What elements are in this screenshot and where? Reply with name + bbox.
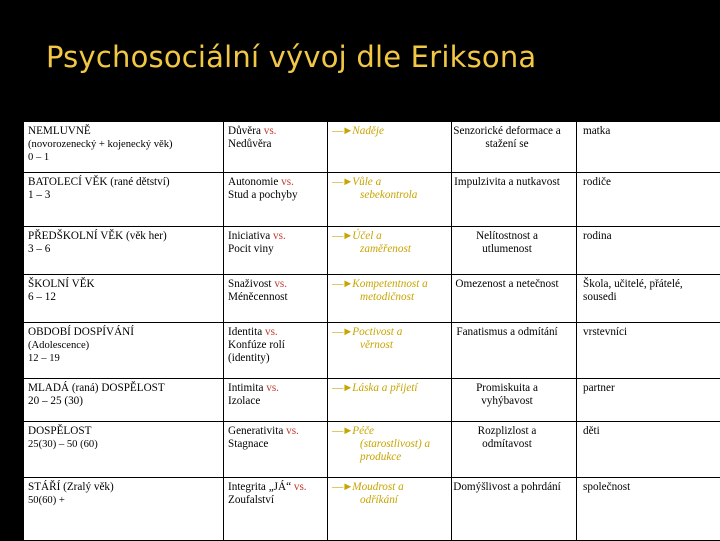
crisis-negative: Zoufalství: [228, 494, 274, 506]
crisis-cell: [224, 323, 328, 379]
vs-label: vs.: [273, 230, 286, 242]
table-row: [24, 227, 720, 275]
crisis-cell: [224, 227, 328, 275]
crisis-negative: Nedůvěra: [228, 138, 271, 150]
virtue-text: Poctivost a: [352, 326, 402, 338]
relations-text: vrstevníci: [583, 326, 627, 338]
relations-cell: [577, 173, 720, 227]
maladaptation-cell: [452, 122, 577, 173]
table-row: [24, 478, 720, 541]
virtue-text: Moudrost a: [352, 481, 404, 493]
maladaptation-cell: [452, 379, 577, 422]
virtue-text: Naděje: [352, 125, 384, 137]
crisis-positive: Identita: [228, 326, 262, 338]
virtue-text: Péče: [352, 425, 374, 437]
maladaptation-cell: [452, 422, 577, 478]
crisis-cell: [224, 379, 328, 422]
stage-age: 1 – 3: [28, 189, 219, 202]
table-row: [24, 122, 720, 173]
virtue-cell: [328, 323, 452, 379]
stage-age: 20 – 25 (30): [28, 395, 219, 408]
table-row: [24, 379, 720, 422]
vs-label: vs.: [286, 425, 299, 437]
relations-text: Škola, učitelé, přátelé, sousedi: [583, 278, 683, 303]
vs-label: vs.: [266, 382, 279, 394]
crisis-negative: Izolace: [228, 395, 260, 407]
relations-cell: [577, 379, 720, 422]
relations-text: rodina: [583, 230, 612, 242]
stage-note: (Adolescence): [28, 339, 219, 352]
stage-age: 6 – 12: [28, 291, 219, 304]
virtue-text-cont: zaměřenost: [332, 243, 447, 256]
maladaptation-cell: [452, 227, 577, 275]
maladaptation-cell: [452, 173, 577, 227]
table-row: [24, 173, 720, 227]
stage-age: 12 – 19: [28, 352, 219, 365]
relations-text: partner: [583, 382, 615, 394]
erikson-table-sheet: [23, 121, 720, 540]
arrow-icon: —►: [332, 176, 352, 188]
maladaptation-cell: [452, 478, 577, 541]
maladaptation-text: Promiskuita a vyhýbavost: [476, 382, 538, 407]
relations-cell: [577, 478, 720, 541]
relations-cell: [577, 323, 720, 379]
stage-cell: [24, 379, 224, 422]
maladaptation-text: Rozplizlost a odmítavost: [478, 425, 537, 450]
stage-cell: [24, 323, 224, 379]
stage-cell: [24, 173, 224, 227]
stage-name: MLADÁ (raná) DOSPĚLOST: [28, 382, 219, 395]
crisis-positive: Důvěra: [228, 125, 261, 137]
virtue-text-cont: odříkání: [332, 494, 447, 507]
maladaptation-text: Impulzivita a nutkavost: [454, 176, 560, 188]
maladaptation-cell: [452, 275, 577, 323]
stage-cell: [24, 122, 224, 173]
stage-cell: [24, 478, 224, 541]
crisis-negative: Konfúze rolí (identity): [228, 339, 285, 364]
arrow-icon: —►: [332, 125, 352, 137]
stage-name: BATOLECÍ VĚK (rané dětství): [28, 176, 219, 189]
crisis-negative: Stagnace: [228, 438, 268, 450]
virtue-text-cont: věrnost: [332, 339, 447, 352]
stage-age: 3 – 6: [28, 243, 219, 256]
crisis-negative: Pocit viny: [228, 243, 274, 255]
virtue-text-cont: (starostlivost) a: [332, 438, 447, 451]
crisis-cell: [224, 478, 328, 541]
virtue-cell: [328, 422, 452, 478]
stage-cell: [24, 422, 224, 478]
relations-cell: [577, 275, 720, 323]
virtue-text: Vůle a: [352, 176, 381, 188]
vs-label: vs.: [294, 481, 307, 493]
stage-age: 25(30) – 50 (60): [28, 438, 219, 451]
slide-title: Psychosociální vývoj dle Eriksona: [46, 40, 536, 74]
virtue-cell: [328, 478, 452, 541]
arrow-icon: —►: [332, 326, 352, 338]
crisis-negative: Stud a pochyby: [228, 189, 298, 201]
stage-note: (novorozenecký + kojenecký věk): [28, 138, 219, 151]
table-row: [24, 422, 720, 478]
maladaptation-text: Omezenost a netečnost: [455, 278, 558, 290]
crisis-cell: [224, 422, 328, 478]
virtue-text-cont: produkce: [332, 451, 447, 464]
table-row: [24, 323, 720, 379]
relations-text: matka: [583, 125, 610, 137]
crisis-positive: Snaživost: [228, 278, 272, 290]
virtue-text-cont: sebekontrola: [332, 189, 447, 202]
relations-text: společnost: [583, 481, 630, 493]
stage-name: ŠKOLNÍ VĚK: [28, 278, 219, 291]
erikson-table: [23, 121, 720, 541]
stage-cell: [24, 227, 224, 275]
virtue-cell: [328, 227, 452, 275]
virtue-text: Účel a: [352, 230, 382, 242]
arrow-icon: —►: [332, 481, 352, 493]
relations-text: děti: [583, 425, 600, 437]
stage-name: NEMLUVNĚ: [28, 125, 219, 138]
virtue-cell: [328, 173, 452, 227]
virtue-text-cont: metodičnost: [332, 291, 447, 304]
arrow-icon: —►: [332, 230, 352, 242]
table-row: [24, 275, 720, 323]
crisis-positive: Integrita „JÁ“: [228, 481, 291, 493]
crisis-positive: Intimita: [228, 382, 263, 394]
relations-cell: [577, 227, 720, 275]
crisis-positive: Generativita: [228, 425, 283, 437]
relations-cell: [577, 122, 720, 173]
stage-age: 0 – 1: [28, 151, 219, 164]
vs-label: vs.: [274, 278, 287, 290]
maladaptation-text: Senzorické deformace a stažení se: [453, 125, 560, 150]
virtue-text: Kompetentnost a: [352, 278, 428, 290]
stage-cell: [24, 275, 224, 323]
maladaptation-text: Domýšlivost a pohrdání: [453, 481, 561, 493]
stage-age: 50(60) +: [28, 494, 219, 507]
arrow-icon: —►: [332, 382, 352, 394]
virtue-cell: [328, 122, 452, 173]
crisis-cell: [224, 173, 328, 227]
stage-name: PŘEDŠKOLNÍ VĚK (věk her): [28, 230, 219, 243]
stage-name: DOSPĚLOST: [28, 425, 219, 438]
crisis-cell: [224, 122, 328, 173]
stage-name: OBDOBÍ DOSPÍVÁNÍ: [28, 326, 219, 339]
vs-label: vs.: [281, 176, 294, 188]
virtue-cell: [328, 275, 452, 323]
stage-name: STÁŘÍ (Zralý věk): [28, 481, 219, 494]
arrow-icon: —►: [332, 278, 352, 290]
virtue-text: Láska a přijetí: [352, 382, 417, 394]
relations-text: rodiče: [583, 176, 611, 188]
maladaptation-text: Fanatismus a odmítání: [456, 326, 557, 338]
crisis-negative: Méněcennost: [228, 291, 288, 303]
relations-cell: [577, 422, 720, 478]
virtue-cell: [328, 379, 452, 422]
maladaptation-cell: [452, 323, 577, 379]
maladaptation-text: Nelítostnost a utlumenost: [476, 230, 538, 255]
vs-label: vs.: [264, 125, 277, 137]
crisis-cell: [224, 275, 328, 323]
crisis-positive: Autonomie: [228, 176, 278, 188]
crisis-positive: Iniciativa: [228, 230, 270, 242]
vs-label: vs.: [265, 326, 278, 338]
arrow-icon: —►: [332, 425, 352, 437]
